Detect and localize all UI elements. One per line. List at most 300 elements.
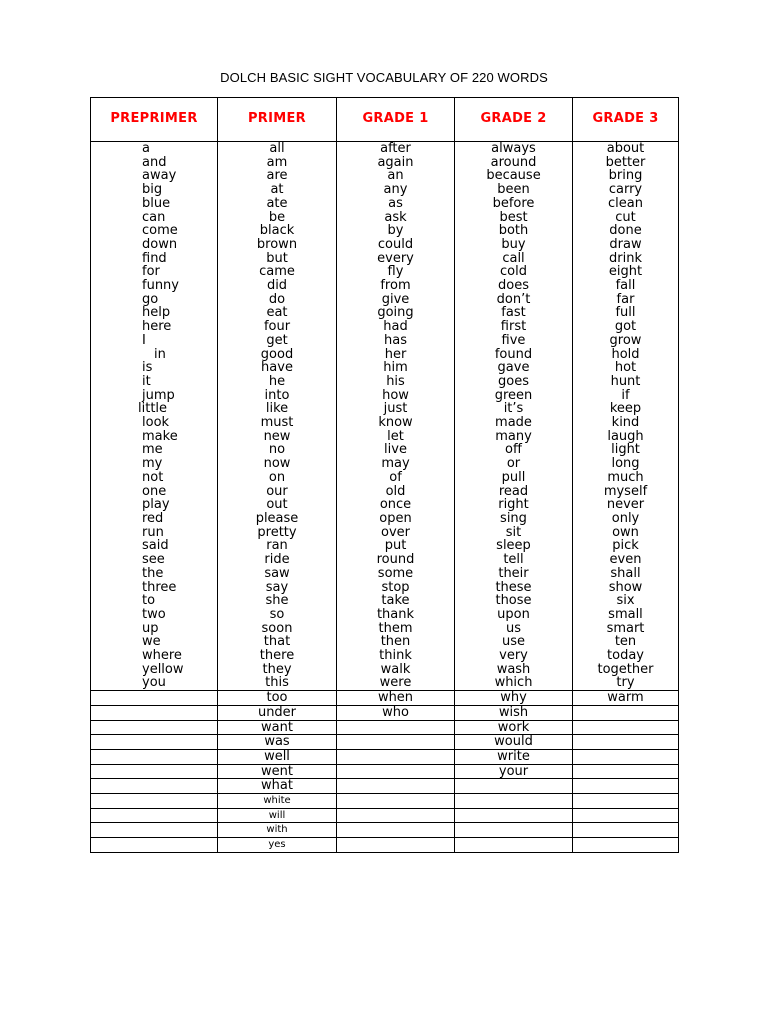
word-cell-grade-3 <box>573 735 679 750</box>
word-cell-preprimer: here <box>91 320 218 334</box>
table-row <box>91 720 679 735</box>
table-row <box>91 622 679 636</box>
word-cell-primer: what <box>218 779 337 794</box>
word-cell-preprimer: down <box>91 238 218 252</box>
table-row <box>91 443 679 457</box>
word-cell-preprimer <box>91 691 218 706</box>
word-cell-grade-2: found <box>455 348 573 362</box>
word-cell-grade-1: his <box>337 375 455 389</box>
word-cell-preprimer <box>91 749 218 764</box>
table-row <box>91 348 679 362</box>
word-cell-grade-3: carry <box>573 183 679 197</box>
table-row <box>91 252 679 266</box>
table-row <box>91 581 679 595</box>
word-cell-primer: but <box>218 252 337 266</box>
word-cell-grade-3: draw <box>573 238 679 252</box>
word-cell-grade-2: five <box>455 334 573 348</box>
word-cell-grade-1: just <box>337 402 455 416</box>
word-cell-grade-1: may <box>337 457 455 471</box>
word-cell-primer: was <box>218 735 337 750</box>
word-cell-grade-2: cold <box>455 265 573 279</box>
word-cell-preprimer: find <box>91 252 218 266</box>
word-cell-primer: all <box>218 142 337 156</box>
word-cell-grade-2: your <box>455 764 573 779</box>
table-row <box>91 306 679 320</box>
word-cell-grade-1: any <box>337 183 455 197</box>
table-row <box>91 553 679 567</box>
word-cell-grade-3: show <box>573 581 679 595</box>
word-cell-grade-3: light <box>573 443 679 457</box>
word-cell-preprimer: can <box>91 211 218 225</box>
word-cell-grade-2: goes <box>455 375 573 389</box>
table-row <box>91 794 679 809</box>
word-cell-preprimer <box>91 823 218 838</box>
table-row <box>91 197 679 211</box>
table-row <box>91 430 679 444</box>
table-row <box>91 485 679 499</box>
word-cell-preprimer: funny <box>91 279 218 293</box>
word-cell-grade-1: them <box>337 622 455 636</box>
table-row <box>91 211 679 225</box>
table-row <box>91 512 679 526</box>
word-cell-grade-2: their <box>455 567 573 581</box>
word-cell-primer: am <box>218 156 337 170</box>
column-header-primer: PRIMER <box>218 98 337 142</box>
word-cell-primer: this <box>218 676 337 690</box>
word-cell-grade-2: tell <box>455 553 573 567</box>
word-cell-grade-3: about <box>573 142 679 156</box>
word-cell-grade-2: gave <box>455 361 573 375</box>
word-cell-grade-2: made <box>455 416 573 430</box>
word-cell-preprimer: me <box>91 443 218 457</box>
word-cell-preprimer: said <box>91 539 218 553</box>
word-cell-primer: well <box>218 749 337 764</box>
word-cell-grade-1 <box>337 764 455 779</box>
word-cell-primer: under <box>218 705 337 720</box>
word-cell-primer: into <box>218 389 337 403</box>
word-cell-grade-3: hold <box>573 348 679 362</box>
table-row <box>91 635 679 649</box>
word-cell-primer: they <box>218 663 337 677</box>
word-cell-primer: must <box>218 416 337 430</box>
word-cell-preprimer: red <box>91 512 218 526</box>
word-cell-primer: new <box>218 430 337 444</box>
word-cell-grade-2: before <box>455 197 573 211</box>
word-cell-preprimer: not <box>91 471 218 485</box>
table-row <box>91 238 679 252</box>
word-cell-primer: soon <box>218 622 337 636</box>
word-cell-grade-1: an <box>337 169 455 183</box>
table-row <box>91 691 679 706</box>
word-cell-preprimer: help <box>91 306 218 320</box>
word-cell-grade-1: of <box>337 471 455 485</box>
word-cell-grade-2: or <box>455 457 573 471</box>
word-cell-grade-1: were <box>337 676 455 690</box>
word-cell-grade-3: kind <box>573 416 679 430</box>
word-cell-preprimer: see <box>91 553 218 567</box>
table-row <box>91 224 679 238</box>
word-cell-primer: she <box>218 594 337 608</box>
word-cell-primer: so <box>218 608 337 622</box>
word-cell-preprimer <box>91 764 218 779</box>
table-row <box>91 142 679 156</box>
word-cell-grade-2: those <box>455 594 573 608</box>
word-cell-grade-3: eight <box>573 265 679 279</box>
word-cell-preprimer: to <box>91 594 218 608</box>
word-cell-grade-2: why <box>455 691 573 706</box>
word-cell-grade-3: only <box>573 512 679 526</box>
word-cell-grade-2: been <box>455 183 573 197</box>
word-cell-grade-2: both <box>455 224 573 238</box>
word-cell-grade-1: live <box>337 443 455 457</box>
table-row <box>91 402 679 416</box>
word-cell-grade-3: full <box>573 306 679 320</box>
word-cell-preprimer: jump <box>91 389 218 403</box>
word-cell-grade-3: better <box>573 156 679 170</box>
table-row <box>91 498 679 512</box>
word-cell-preprimer: blue <box>91 197 218 211</box>
word-cell-grade-1: open <box>337 512 455 526</box>
word-cell-grade-2: it’s <box>455 402 573 416</box>
column-header-grade-2: GRADE 2 <box>455 98 573 142</box>
word-cell-grade-1: could <box>337 238 455 252</box>
word-cell-preprimer: we <box>91 635 218 649</box>
word-cell-preprimer: and <box>91 156 218 170</box>
table-row <box>91 567 679 581</box>
word-cell-primer: our <box>218 485 337 499</box>
word-cell-primer: pretty <box>218 526 337 540</box>
word-cell-preprimer: it <box>91 375 218 389</box>
word-cell-preprimer: big <box>91 183 218 197</box>
table-row <box>91 663 679 677</box>
word-cell-grade-3: bring <box>573 169 679 183</box>
word-cell-grade-1: take <box>337 594 455 608</box>
word-cell-primer: now <box>218 457 337 471</box>
word-cell-grade-1 <box>337 735 455 750</box>
word-cell-grade-1: old <box>337 485 455 499</box>
word-cell-grade-2: use <box>455 635 573 649</box>
word-cell-grade-2: green <box>455 389 573 403</box>
word-cell-grade-3 <box>573 705 679 720</box>
word-cell-grade-3 <box>573 808 679 823</box>
word-cell-primer: please <box>218 512 337 526</box>
word-cell-grade-2: wash <box>455 663 573 677</box>
word-cell-grade-2: wish <box>455 705 573 720</box>
table-row <box>91 823 679 838</box>
word-cell-grade-3: cut <box>573 211 679 225</box>
word-cell-primer: four <box>218 320 337 334</box>
word-cell-preprimer: come <box>91 224 218 238</box>
word-cell-grade-2: which <box>455 676 573 690</box>
word-cell-grade-2 <box>455 808 573 823</box>
word-cell-primer: came <box>218 265 337 279</box>
word-cell-grade-1: over <box>337 526 455 540</box>
word-cell-preprimer: you <box>91 676 218 690</box>
word-cell-preprimer: little <box>91 402 218 416</box>
word-cell-grade-1 <box>337 749 455 764</box>
table-row <box>91 320 679 334</box>
word-cell-grade-1: think <box>337 649 455 663</box>
word-cell-preprimer: look <box>91 416 218 430</box>
word-cell-primer: went <box>218 764 337 779</box>
table-row <box>91 526 679 540</box>
word-cell-grade-3 <box>573 823 679 838</box>
table-row <box>91 361 679 375</box>
table-row <box>91 808 679 823</box>
word-cell-grade-2 <box>455 794 573 809</box>
word-cell-primer: on <box>218 471 337 485</box>
table-row <box>91 471 679 485</box>
word-cell-primer: did <box>218 279 337 293</box>
column-header-grade-1: GRADE 1 <box>337 98 455 142</box>
word-cell-grade-1: as <box>337 197 455 211</box>
word-cell-preprimer: for <box>91 265 218 279</box>
word-cell-preprimer: my <box>91 457 218 471</box>
word-cell-preprimer: three <box>91 581 218 595</box>
word-cell-grade-2: sit <box>455 526 573 540</box>
word-cell-grade-1: some <box>337 567 455 581</box>
word-cell-preprimer: two <box>91 608 218 622</box>
word-cell-primer: will <box>218 808 337 823</box>
column-header-grade-3: GRADE 3 <box>573 98 679 142</box>
word-cell-preprimer <box>91 735 218 750</box>
table-row <box>91 764 679 779</box>
word-cell-primer: no <box>218 443 337 457</box>
word-cell-grade-1: had <box>337 320 455 334</box>
word-cell-grade-3: own <box>573 526 679 540</box>
word-cell-grade-2: upon <box>455 608 573 622</box>
word-cell-preprimer <box>91 838 218 853</box>
word-cell-preprimer: I <box>91 334 218 348</box>
word-cell-preprimer: run <box>91 526 218 540</box>
word-cell-grade-1: let <box>337 430 455 444</box>
word-cell-grade-1: has <box>337 334 455 348</box>
word-cell-preprimer: make <box>91 430 218 444</box>
word-cell-grade-3: hunt <box>573 375 679 389</box>
word-cell-grade-2 <box>455 838 573 853</box>
word-cell-primer: at <box>218 183 337 197</box>
word-cell-grade-3: if <box>573 389 679 403</box>
word-cell-primer: like <box>218 402 337 416</box>
word-cell-primer: yes <box>218 838 337 853</box>
word-cell-preprimer: in <box>91 348 218 362</box>
word-cell-grade-3: drink <box>573 252 679 266</box>
word-cell-grade-2: work <box>455 720 573 735</box>
word-cell-grade-3 <box>573 720 679 735</box>
word-cell-grade-1: then <box>337 635 455 649</box>
word-cell-grade-3: six <box>573 594 679 608</box>
word-cell-grade-3: warm <box>573 691 679 706</box>
word-cell-grade-1 <box>337 779 455 794</box>
word-cell-grade-3: fall <box>573 279 679 293</box>
word-cell-grade-1: how <box>337 389 455 403</box>
word-cell-grade-1: every <box>337 252 455 266</box>
table-row <box>91 375 679 389</box>
word-cell-primer: black <box>218 224 337 238</box>
word-cell-grade-1: thank <box>337 608 455 622</box>
word-cell-preprimer <box>91 705 218 720</box>
word-cell-grade-2: sleep <box>455 539 573 553</box>
word-cell-grade-3: ten <box>573 635 679 649</box>
word-cell-preprimer: is <box>91 361 218 375</box>
word-cell-grade-1: give <box>337 293 455 307</box>
word-cell-primer: ran <box>218 539 337 553</box>
word-cell-grade-1: by <box>337 224 455 238</box>
word-cell-primer: have <box>218 361 337 375</box>
word-cell-primer: that <box>218 635 337 649</box>
word-cell-grade-1 <box>337 720 455 735</box>
table-row <box>91 539 679 553</box>
word-cell-grade-2: always <box>455 142 573 156</box>
word-cell-primer: do <box>218 293 337 307</box>
word-cell-grade-1: after <box>337 142 455 156</box>
word-cell-primer: he <box>218 375 337 389</box>
word-cell-primer: brown <box>218 238 337 252</box>
word-cell-grade-3: today <box>573 649 679 663</box>
word-cell-grade-3: much <box>573 471 679 485</box>
word-cell-grade-1: again <box>337 156 455 170</box>
word-cell-grade-1: put <box>337 539 455 553</box>
word-cell-preprimer: yellow <box>91 663 218 677</box>
word-cell-grade-2: first <box>455 320 573 334</box>
word-cell-grade-2: best <box>455 211 573 225</box>
word-cell-grade-2: write <box>455 749 573 764</box>
word-cell-grade-2 <box>455 823 573 838</box>
word-cell-primer: out <box>218 498 337 512</box>
table-row <box>91 334 679 348</box>
word-cell-grade-1: going <box>337 306 455 320</box>
word-cell-grade-1: ask <box>337 211 455 225</box>
word-cell-primer: eat <box>218 306 337 320</box>
word-cell-grade-2: us <box>455 622 573 636</box>
word-cell-grade-3: pick <box>573 539 679 553</box>
word-cell-grade-2: around <box>455 156 573 170</box>
word-cell-grade-3 <box>573 749 679 764</box>
word-cell-grade-2 <box>455 779 573 794</box>
word-cell-preprimer: away <box>91 169 218 183</box>
word-cell-grade-3: long <box>573 457 679 471</box>
table-row <box>91 705 679 720</box>
word-cell-grade-2: call <box>455 252 573 266</box>
word-cell-grade-3 <box>573 838 679 853</box>
word-cell-grade-3: grow <box>573 334 679 348</box>
table-row <box>91 169 679 183</box>
word-cell-grade-3: myself <box>573 485 679 499</box>
word-cell-primer: too <box>218 691 337 706</box>
word-cell-grade-2: these <box>455 581 573 595</box>
sight-word-table <box>90 97 679 853</box>
table-row <box>91 649 679 663</box>
word-cell-grade-3: far <box>573 293 679 307</box>
table-row <box>91 457 679 471</box>
word-cell-primer: are <box>218 169 337 183</box>
word-cell-primer: saw <box>218 567 337 581</box>
word-cell-grade-1: fly <box>337 265 455 279</box>
word-cell-grade-3 <box>573 794 679 809</box>
word-cell-grade-2: buy <box>455 238 573 252</box>
word-cell-grade-1: round <box>337 553 455 567</box>
table-row <box>91 265 679 279</box>
word-cell-grade-2: would <box>455 735 573 750</box>
word-cell-grade-1: who <box>337 705 455 720</box>
word-cell-grade-3: try <box>573 676 679 690</box>
word-cell-grade-3: shall <box>573 567 679 581</box>
table-row <box>91 183 679 197</box>
word-cell-grade-3: laugh <box>573 430 679 444</box>
table-row <box>91 279 679 293</box>
word-cell-grade-3: got <box>573 320 679 334</box>
word-cell-preprimer: play <box>91 498 218 512</box>
word-cell-grade-2: don’t <box>455 293 573 307</box>
word-cell-grade-1 <box>337 838 455 853</box>
word-cell-primer: ride <box>218 553 337 567</box>
word-cell-preprimer: where <box>91 649 218 663</box>
document-title: DOLCH BASIC SIGHT VOCABULARY OF 220 WORDS <box>220 70 548 85</box>
word-cell-grade-3: done <box>573 224 679 238</box>
word-cell-grade-1 <box>337 794 455 809</box>
word-cell-grade-1: from <box>337 279 455 293</box>
word-cell-primer: good <box>218 348 337 362</box>
word-cell-preprimer <box>91 794 218 809</box>
word-cell-primer: white <box>218 794 337 809</box>
table-row <box>91 293 679 307</box>
word-cell-grade-3: smart <box>573 622 679 636</box>
word-cell-grade-2: does <box>455 279 573 293</box>
word-cell-grade-1: stop <box>337 581 455 595</box>
word-cell-grade-2: off <box>455 443 573 457</box>
word-cell-grade-2: because <box>455 169 573 183</box>
word-cell-preprimer: the <box>91 567 218 581</box>
column-header-preprimer: PREPRIMER <box>91 98 218 142</box>
word-cell-grade-3: never <box>573 498 679 512</box>
table-row <box>91 676 679 690</box>
word-cell-grade-3: small <box>573 608 679 622</box>
word-cell-preprimer <box>91 779 218 794</box>
header-row <box>91 98 679 142</box>
word-cell-primer: say <box>218 581 337 595</box>
word-cell-preprimer <box>91 720 218 735</box>
word-cell-primer: with <box>218 823 337 838</box>
table-row <box>91 594 679 608</box>
word-cell-preprimer: a <box>91 142 218 156</box>
word-cell-preprimer: go <box>91 293 218 307</box>
word-cell-grade-3: clean <box>573 197 679 211</box>
word-cell-primer: be <box>218 211 337 225</box>
word-cell-grade-1 <box>337 823 455 838</box>
word-cell-grade-2: right <box>455 498 573 512</box>
table-row <box>91 389 679 403</box>
word-cell-grade-2: read <box>455 485 573 499</box>
word-cell-grade-1: her <box>337 348 455 362</box>
word-cell-preprimer: up <box>91 622 218 636</box>
word-cell-grade-1: once <box>337 498 455 512</box>
table-row <box>91 749 679 764</box>
word-cell-primer: there <box>218 649 337 663</box>
word-cell-primer: want <box>218 720 337 735</box>
word-cell-preprimer: one <box>91 485 218 499</box>
table-row <box>91 779 679 794</box>
word-cell-grade-1 <box>337 808 455 823</box>
word-cell-grade-3: hot <box>573 361 679 375</box>
table-row <box>91 416 679 430</box>
word-cell-grade-3: keep <box>573 402 679 416</box>
word-cell-grade-1: walk <box>337 663 455 677</box>
word-cell-primer: ate <box>218 197 337 211</box>
word-cell-grade-2: pull <box>455 471 573 485</box>
word-cell-grade-3: even <box>573 553 679 567</box>
word-cell-grade-2: many <box>455 430 573 444</box>
word-cell-grade-1: know <box>337 416 455 430</box>
